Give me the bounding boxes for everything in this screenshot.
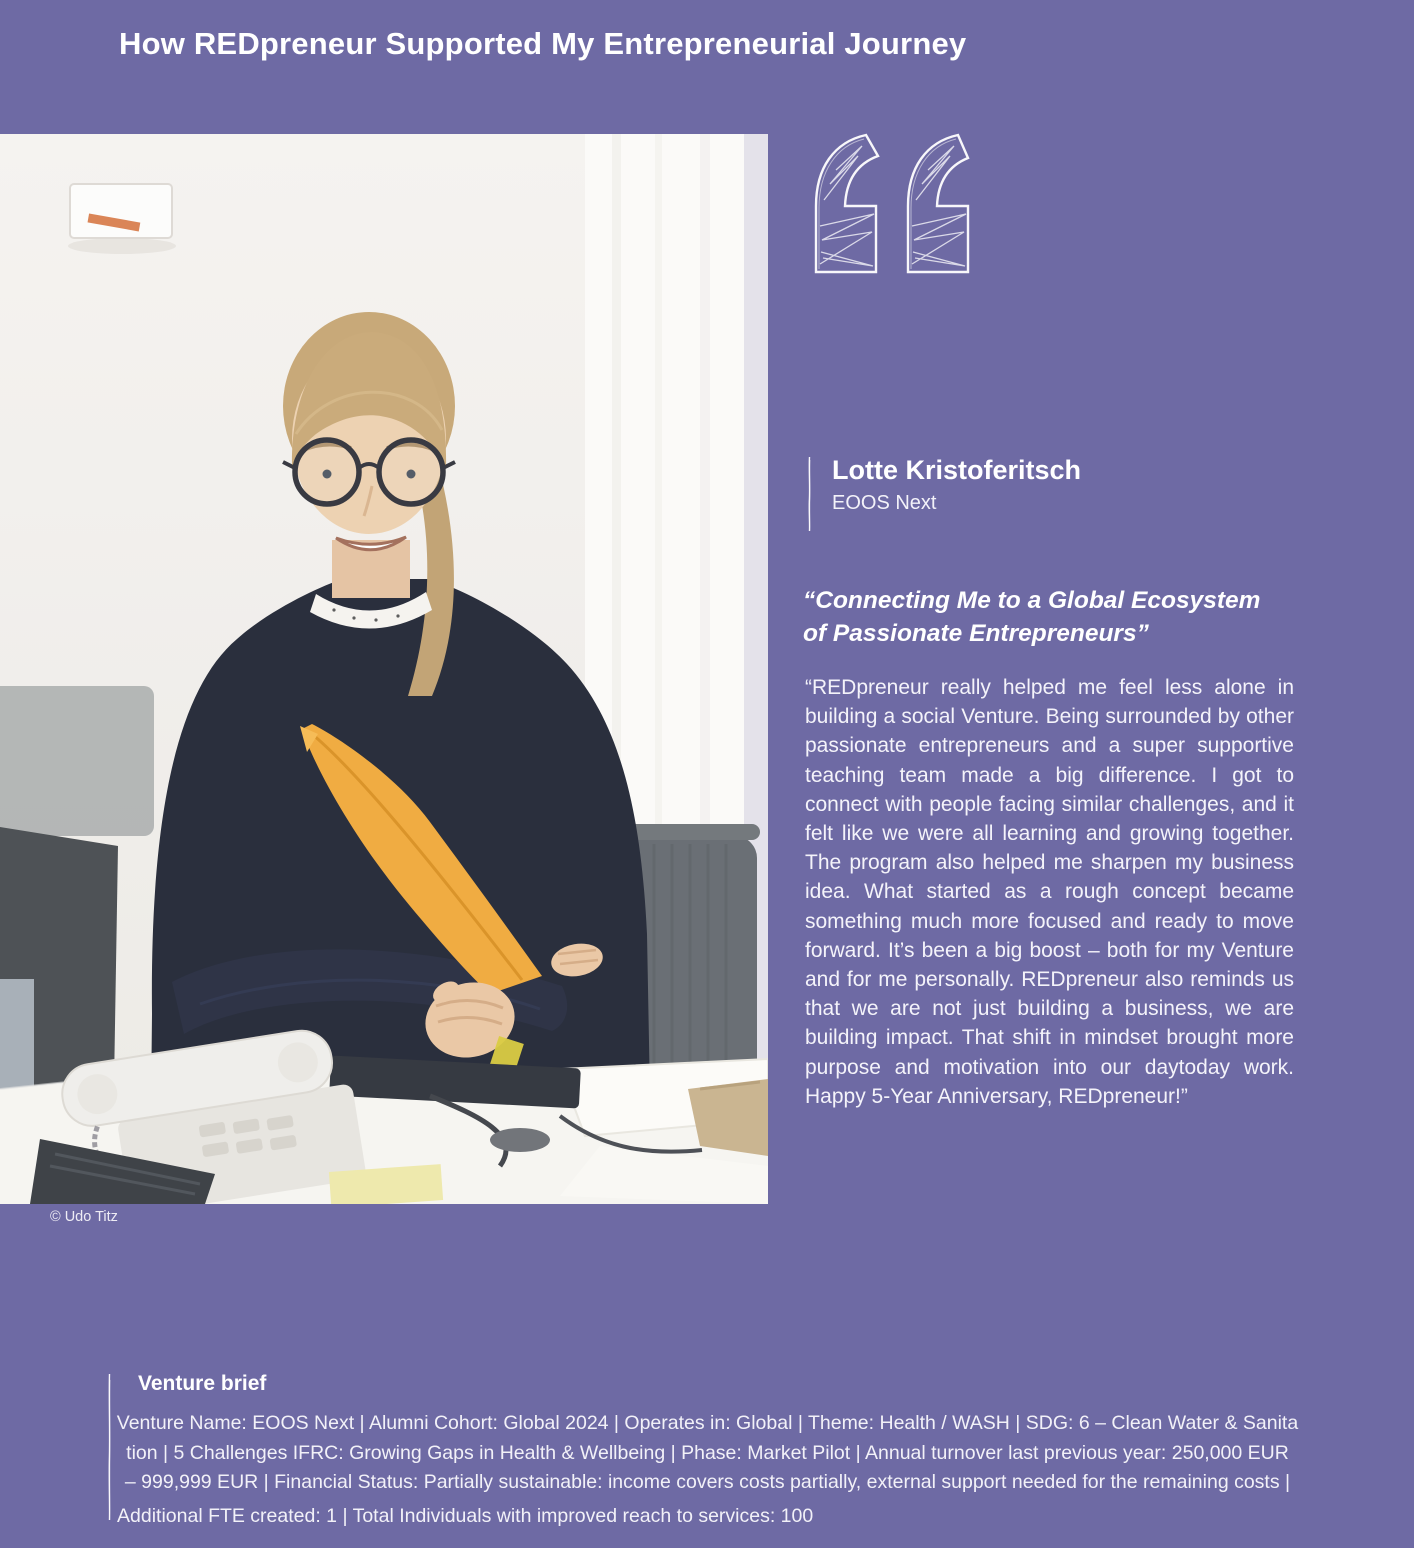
quote-headline-line: of Passionate Entrepreneurs”: [803, 620, 1149, 647]
photo-credit: © Udo Titz: [50, 1209, 118, 1225]
quote-headline: [803, 584, 1303, 650]
venture-brief-section: [115, 1372, 1300, 1531]
profile-name: Lotte Kristoferitsch: [832, 455, 1082, 485]
venture-brief-heading: Venture brief: [138, 1372, 267, 1395]
profile-block: [807, 455, 1287, 515]
venture-brief-line: tion | 5 Challenges IFRC: Growing Gaps in Health & Wellbeing | Phase: Market Pilot | Annual turnover last previous year: 250,000 EUR: [126, 1441, 1289, 1464]
quote-body: “REDpreneur really helped me feel less alone in building a social Venture. Being surrounded by other passionate entrepreneurs and a super supportive teaching team made a big difference. I got to connect with people facing similar challenges, and it felt like we were all learning and growing together. The program also helped me sharpen my business idea. What started as a rough concept became something much more focused and ready to move forward. It’s been a big boost – both for my Venture and for me personally. REDpreneur also reminds us that we are not just building a business, we are building impact. That shift in mindset brought more purpose and motivation into our daytoday work. Happy 5-Year Anniversary, REDpreneur!”: [805, 676, 1294, 1108]
quote-headline-line: “Connecting Me to a Global Ecosystem: [803, 587, 1261, 614]
page-title: How REDpreneur Supported My Entrepreneurial Journey: [119, 26, 967, 61]
portrait-illustration: [0, 134, 768, 1204]
profile-organization: EOOS Next: [832, 492, 937, 515]
sketch-rule-icon: [107, 1374, 112, 1520]
venture-brief-line: Venture Name: EOOS Next | Alumni Cohort: Global 2024 | Operates in: Global | Theme: Health / WASH | SDG: 6 – Clean Water & Sanita: [116, 1412, 1299, 1434]
quote-marks-icon: [798, 130, 970, 278]
portrait-photo: [0, 134, 768, 1204]
venture-brief-body: [115, 1409, 1300, 1531]
sketch-rule-icon: [807, 457, 812, 531]
venture-brief-line: Additional FTE created: 1 | Total Individuals with improved reach to services: 100: [117, 1504, 814, 1527]
venture-brief-line: – 999,999 EUR | Financial Status: Partially sustainable: income covers costs partially, external support needed for the remaining costs |: [124, 1471, 1291, 1493]
